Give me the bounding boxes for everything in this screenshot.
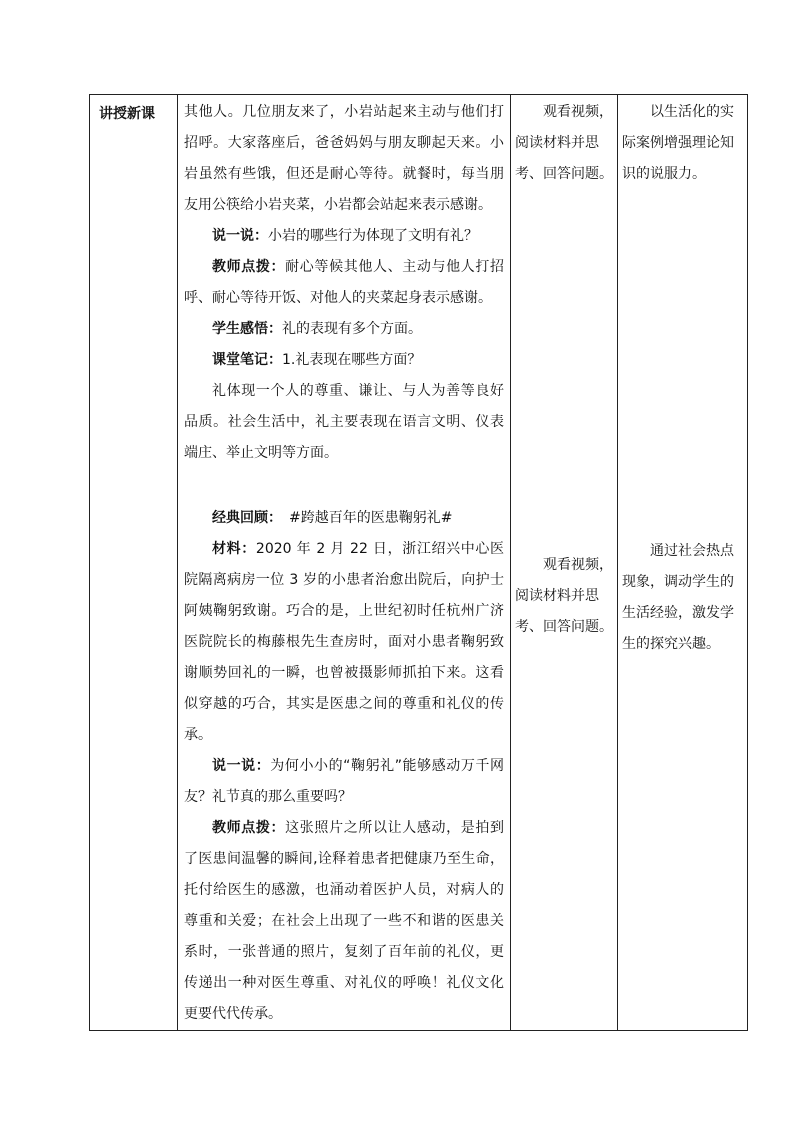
discussion-question-2	[184, 751, 504, 813]
question-label-2: 说一说：	[212, 758, 271, 774]
notes-body: 礼体现一个人的尊重、谦让、与人为善等良好品质。社会生活中，礼主要表现在语言文明、仪表端庄、举止文明等方面。	[184, 383, 504, 461]
tip-text: 耐心等候其他人、主动与他人打招呼、耐心等待开饭、对他人的夹菜起身表示感谢。	[184, 259, 505, 306]
student-activity-1: 观看视频，阅读材料并思考、回答问题。	[515, 104, 613, 182]
tip-text-2: 这张照片之所以让人感动，是拍到了医患间温馨的瞬间,诠释着患者把健康乃至生命，托付给医生的感激，也涌动着医护人员，对病人的尊重和关爱；在社会上出现了一些不和谐的医患关系时，一张普通的照片，复刻了百年前的礼仪，更传递出一种对医生尊重、对礼仪的呼唤！礼仪文化更要代代传承。	[184, 820, 505, 1022]
table-row	[90, 95, 748, 1031]
section-gap	[184, 469, 504, 503]
class-notes	[184, 345, 504, 376]
classic-review-heading	[184, 503, 504, 534]
discussion-question	[184, 221, 504, 252]
design-intent-1: 以生活化的实际案例增强理论知识的说服力。	[622, 104, 734, 182]
teacher-tip	[184, 252, 504, 314]
stage-cell: 讲授新课	[90, 95, 178, 1031]
material-text: 2020 年 2 月 22 日，浙江绍兴中心医院隔离病房一位 3 岁的小患者治愈出院后，向护士阿姨鞠躬致谢。巧合的是，上世纪初时任杭州广济医院院长的梅藤根先生查房时，面对小患者鞠躬致谢顺势回礼的一瞬，也曾被摄影师抓拍下来。这看似穿越的巧合，其实是医患之间的尊重和礼仪的传承。	[184, 541, 504, 743]
material-label: 材料：	[212, 541, 256, 557]
teacher-tip-2	[184, 813, 504, 1030]
review-label: 经典回顾：	[212, 510, 275, 526]
design-intent-cell	[618, 95, 748, 1031]
tip-label: 教师点拨：	[212, 259, 286, 275]
question-text: 小岩的哪些行为体现了文明有礼？	[268, 228, 478, 244]
question-label: 说一说：	[212, 228, 268, 244]
insight-text: 礼的表现有多个方面。	[282, 321, 422, 337]
student-activity-2: 观看视频，阅读材料并思考、回答问题。	[515, 557, 613, 635]
material-paragraph	[184, 534, 504, 751]
student-activity-cell	[511, 95, 618, 1031]
student-insight	[184, 314, 504, 345]
tip-label-2: 教师点拨：	[212, 820, 286, 836]
review-title: #跨越百年的医患鞠躬礼#	[275, 510, 453, 526]
lesson-plan-table	[89, 94, 748, 1031]
design-intent-2: 通过社会热点现象，调动学生的生活经验，激发学生的探究兴趣。	[622, 543, 734, 652]
cell-spacer	[622, 190, 743, 536]
notes-label: 课堂笔记：	[212, 352, 282, 368]
cell-spacer	[515, 190, 613, 550]
question-text-2: 为何小小的“鞠躬礼”能够感动万千网友？礼节真的那么重要吗？	[184, 758, 504, 805]
story-paragraph: 其他人。几位朋友来了，小岩站起来主动与他们打招呼。大家落座后，爸爸妈妈与朋友聊起天来。小岩虽然有些饿，但还是耐心等待。就餐时，每当朋友用公筷给小岩夹菜，小岩都会站起来表示感谢。	[184, 104, 504, 213]
teaching-content-cell	[178, 95, 511, 1031]
insight-label: 学生感悟：	[212, 321, 282, 337]
notes-text: 1.礼表现在哪些方面？	[282, 352, 422, 368]
